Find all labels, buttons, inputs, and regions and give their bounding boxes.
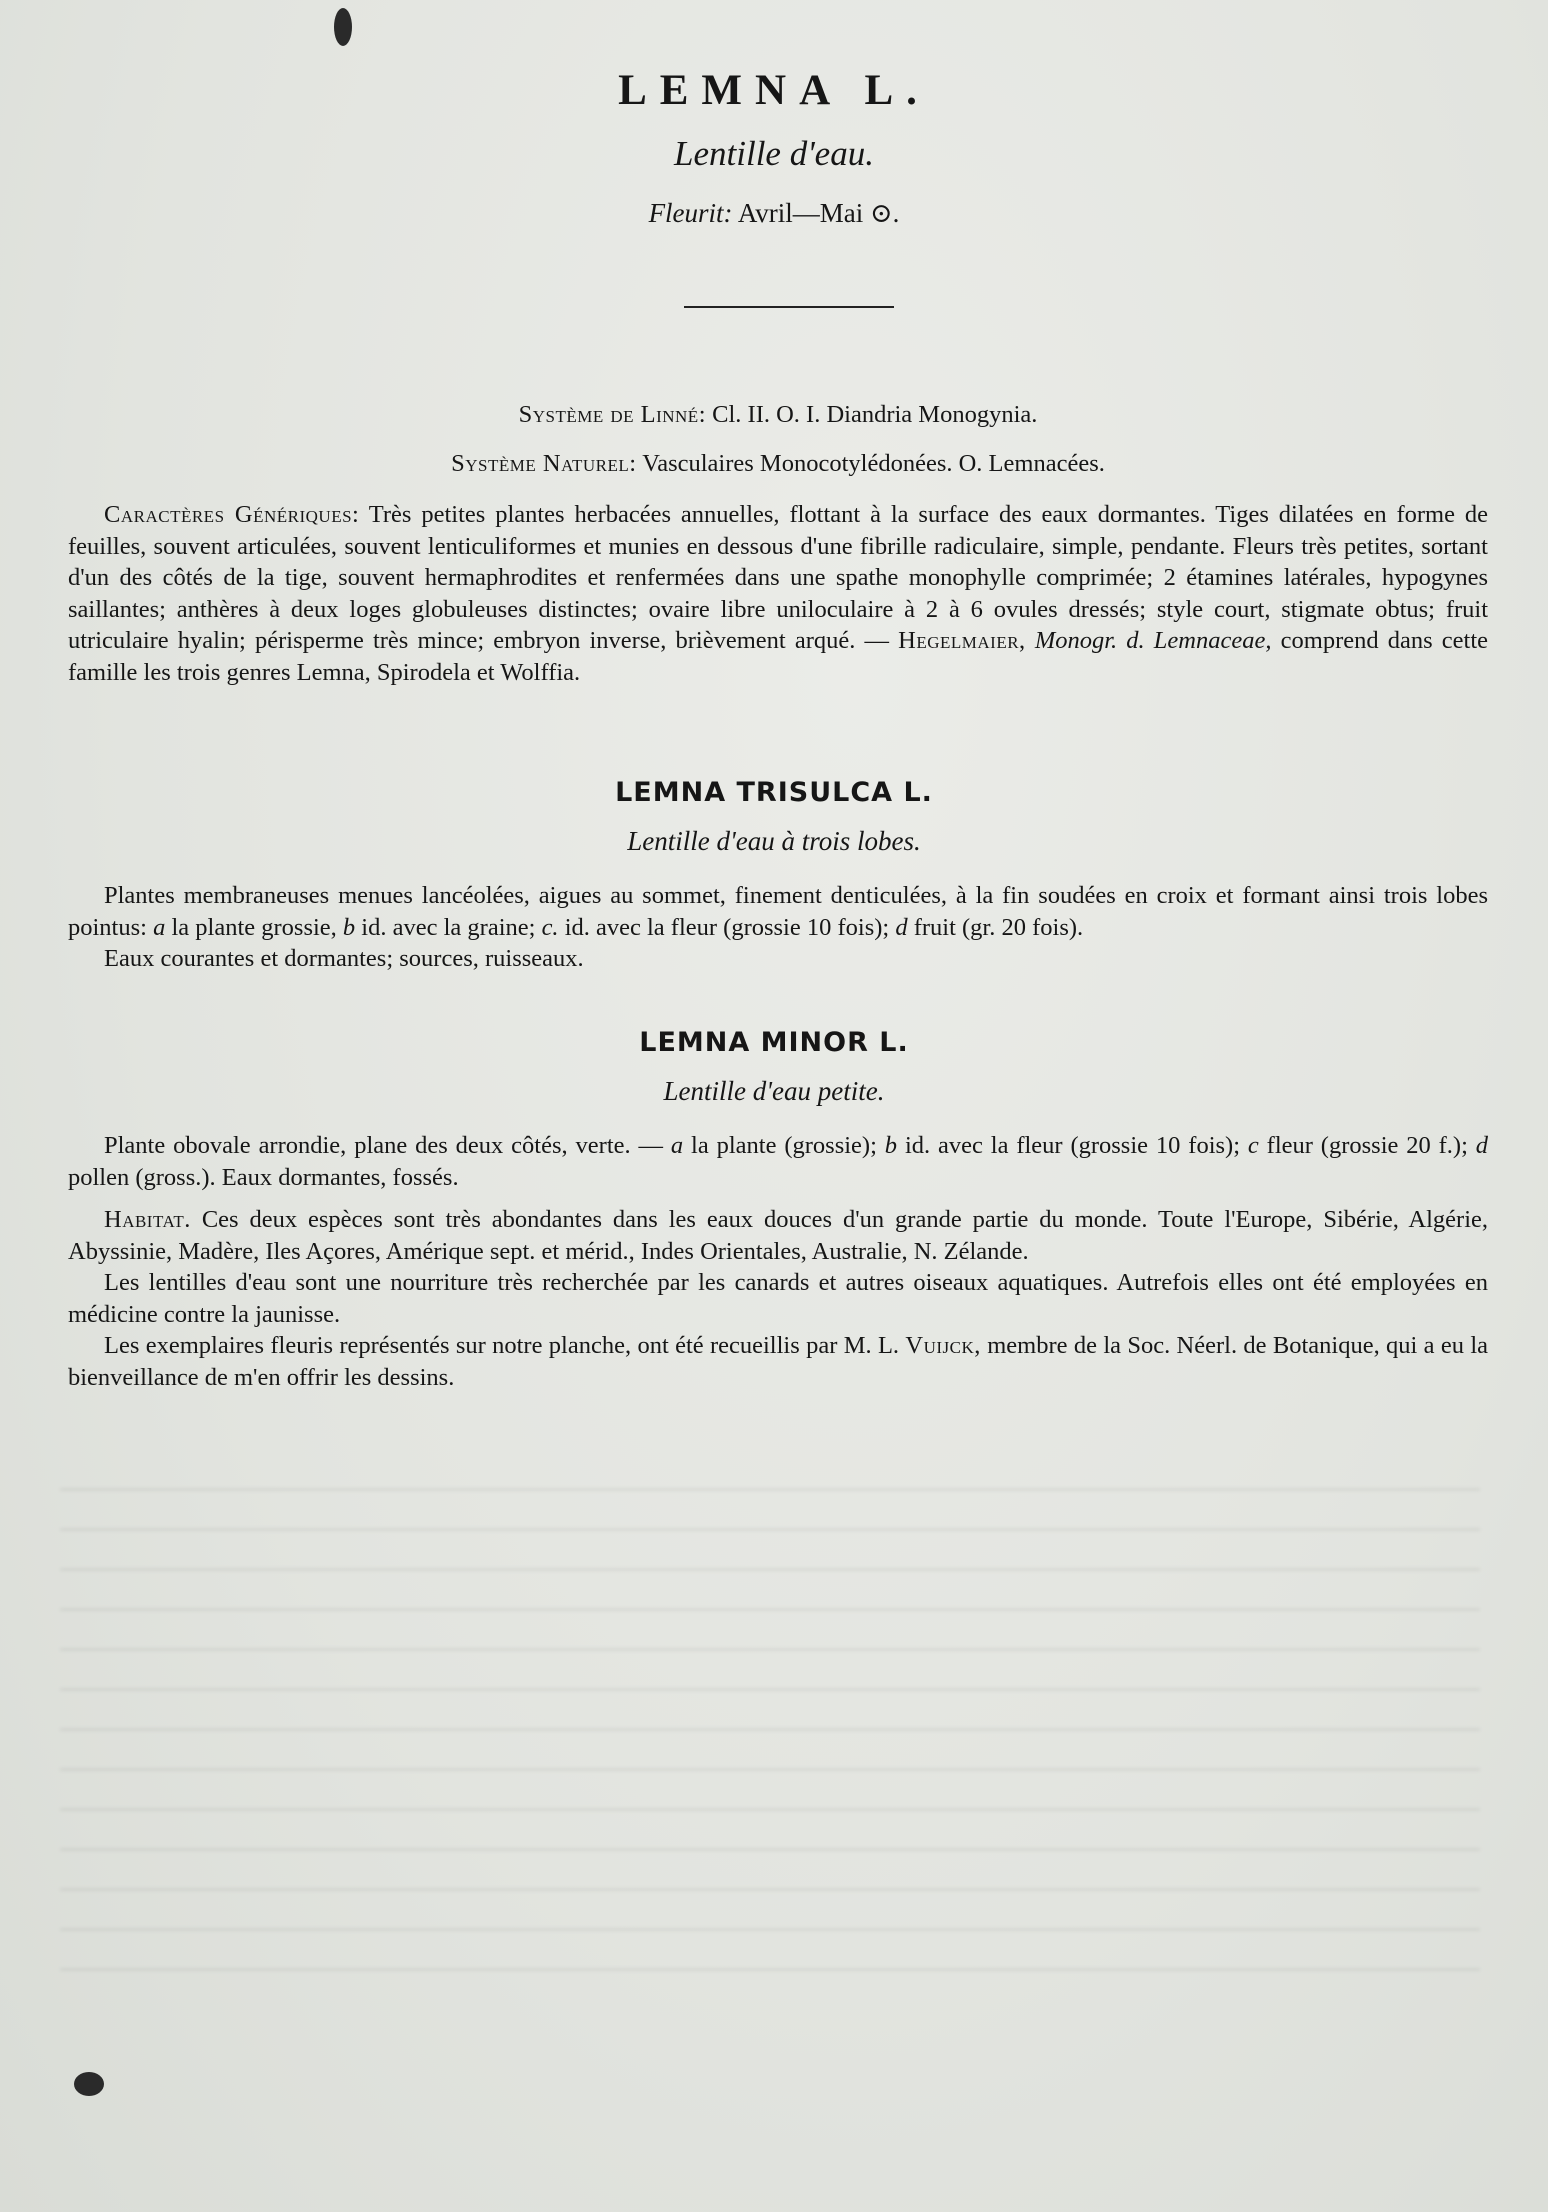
linne-system-line [68,399,1488,431]
generic-characters-paragraph [68,499,1488,688]
flowering-line [0,198,1548,229]
habitat-section [68,1204,1488,1393]
trisulca-common-name: Lentille d'eau à trois lobes. [627,826,921,856]
habitat-paragraph-2: Les lentilles d'eau sont une nourriture très recherchée par les canards et autres oiseaux aquatiques. Autrefois elles ont été employées en médicine contre la jaunisse. [68,1269,1488,1328]
figure-letter: a [670,1132,684,1159]
minor-description [68,1130,1488,1193]
reverse-page-bleed-through [60,1460,1480,1980]
minor-text: fleur (grossie 20 f.); [1266,1132,1468,1159]
minor-text: Plante obovale arrondie, plane des deux côtés, verte. — [104,1132,664,1159]
common-name: Lentille d'eau. [674,134,874,173]
trisulca-description [68,880,1488,975]
minor-text: pollen (gross.). Eaux dormantes, fossés. [68,1163,459,1191]
characters-text-end: comprend dans cette famille les trois genres Lemna, Spirodela et Wolffia. [68,627,1489,686]
figure-letter: b [884,1132,898,1159]
natural-system-line [68,448,1488,480]
trisulca-text: id. avec la graine; [361,913,536,941]
trisulca-text: la plante grossie, [171,913,337,941]
trisulca-text: fruit (gr. 20 fois). [913,913,1084,941]
habitat-text: Ces deux espèces sont très abondantes dans les eaux douces d'un grande partie du monde. Toute l'Europe, Sibérie, Algérie, Abyssinie, Madère, Iles Açores, Amérique sept. et mérid., Indes Orientales, Australie, N. Zélande. [68,1206,1489,1265]
collector-name: Vuijck, [905,1332,981,1359]
ink-spot [74,2072,104,2096]
characters-text: Très petites plantes herbacées annuelles, flottant à la surface des eaux dormantes. Tiges dilatées en forme de feuilles, souvent articulées, souvent lenticuliformes et munies en dessous d'une fibrille radiculaire, simple, pendante. Fleurs très petites, sortant d'un des côtés de la tige, souvent hermaphrodites et renfermées dans une spathe monophylle comprimée; 2 étamines latérales, hypogynes saillantes; anthères à deux loges globuleuses distinctes; ovaire libre uniloculaire à 2 à 6 ovules dressés; style court, stigmate obtus; fruit utriculaire hyalin; périsperme très mince; embryon inverse, brièvement arqué. — [68,501,1488,654]
author-name: Hegelmaier, [898,627,1026,654]
ink-spot [334,8,352,46]
naturel-value: Vasculaires Monocotylédonées. O. Lemnacées. [642,450,1105,477]
work-title: Monogr. d. Lemnaceae, [1034,627,1272,654]
trisulca-text: id. avec la fleur (grossie 10 fois); [564,913,890,941]
characters-label: Caractères Génériques: [104,501,360,528]
figure-letter: c. [541,913,559,941]
genus-title: LEMNA L. [618,67,930,114]
trisulca-habitat: Eaux courantes et dormantes; sources, ruisseaux. [104,945,584,972]
habitat-paragraph-3: Les exemplaires fleuris représentés sur notre planche, ont été recueillis par M. L. [104,1332,900,1359]
linne-label: Système de Linné: [518,401,707,428]
flowering-label: Fleurit: [648,198,733,228]
figure-letter: d [895,913,908,941]
minor-text: id. avec la fleur (grossie 10 fois); [904,1132,1241,1159]
habitat-paragraph-3-end: membre de la Soc. Néerl. de Botanique, qui a eu la bienveillance de m'en offrir les dessins. [68,1332,1489,1391]
habitat-label: Habitat. [104,1206,191,1233]
figure-letter: c [1247,1132,1259,1159]
trisulca-text: Plantes membraneuses menues lancéolées, aigues au sommet, finement denticulées, à la fin soudées en croix et formant ainsi trois lobes pointus: [68,882,1488,941]
figure-letter: b [342,913,356,941]
linne-value: Cl. II. O. I. Diandria Monogynia. [712,401,1038,428]
naturel-label: Système Naturel: [451,450,637,477]
figure-letter: d [1475,1132,1489,1159]
trisulca-heading: LEMNA TRISULCA L. [615,777,933,808]
minor-text: la plante (grossie); [691,1132,877,1159]
minor-heading: LEMNA MINOR L. [639,1027,909,1058]
title-rule [684,306,894,308]
figure-letter: a [153,913,166,941]
flowering-value: Avril—Mai ⊙. [737,198,900,228]
minor-common-name: Lentille d'eau petite. [663,1076,885,1106]
